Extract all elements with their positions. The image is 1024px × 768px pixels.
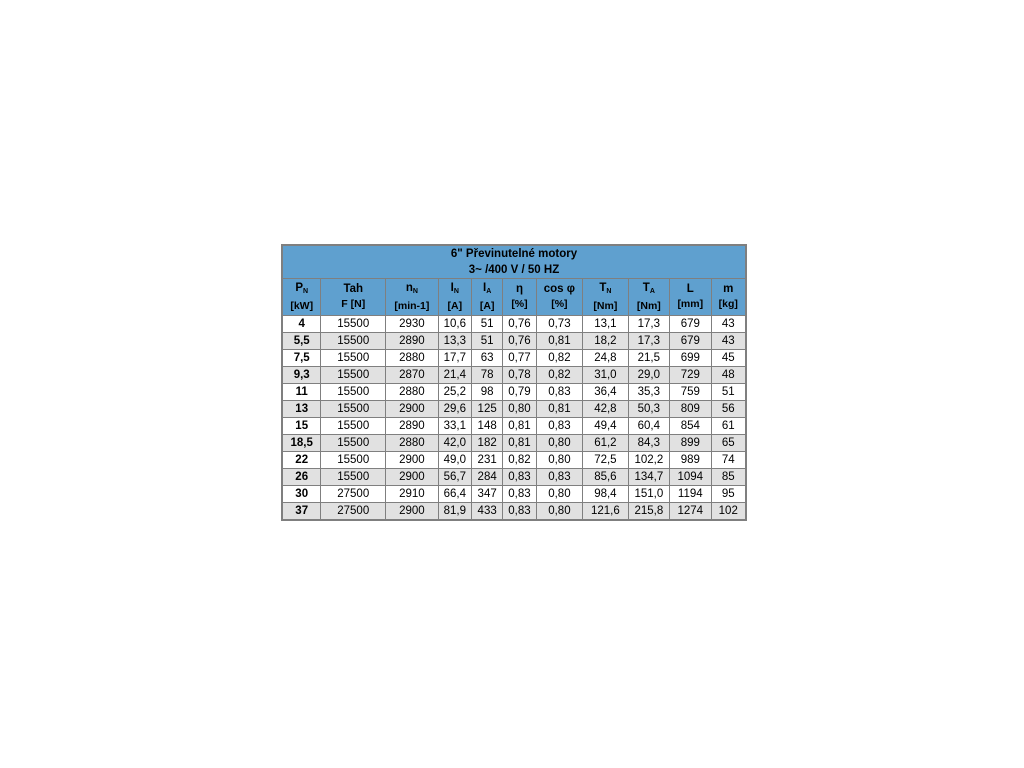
table-cell: 15500 — [321, 435, 386, 452]
table-cell: 35,3 — [628, 384, 669, 401]
table-cell: 2900 — [386, 503, 439, 520]
table-cell: 102 — [711, 503, 746, 520]
table-cell: 63 — [471, 350, 502, 367]
power-cell: 5,5 — [283, 333, 321, 350]
table-cell: 0,80 — [536, 452, 582, 469]
table-cell: 25,2 — [438, 384, 471, 401]
table-cell: 0,81 — [536, 401, 582, 418]
table-cell: 85 — [711, 469, 746, 486]
column-symbol — [439, 281, 471, 299]
column-header — [471, 279, 502, 316]
table-row — [283, 401, 746, 418]
table-cell: 2880 — [386, 384, 439, 401]
table-cell: 759 — [670, 384, 711, 401]
table-cell: 1094 — [670, 469, 711, 486]
table-cell: 10,6 — [438, 316, 471, 333]
column-header — [670, 279, 711, 316]
table-title-line2: 3~ /400 V / 50 HZ — [468, 264, 560, 276]
table-cell: 0,77 — [503, 350, 536, 367]
column-unit: [min-1] — [394, 299, 430, 312]
column-unit: [A] — [447, 299, 463, 312]
table-cell: 679 — [670, 316, 711, 333]
table-cell: 0,80 — [536, 486, 582, 503]
column-symbol — [712, 282, 746, 297]
table-body — [283, 316, 746, 520]
column-unit: [kW] — [290, 299, 314, 312]
table-row — [283, 350, 746, 367]
table-cell: 17,7 — [438, 350, 471, 367]
table-cell: 1274 — [670, 503, 711, 520]
table-cell: 51 — [471, 316, 502, 333]
table-cell: 15500 — [321, 333, 386, 350]
power-cell: 4 — [283, 316, 321, 333]
table-cell: 45 — [711, 350, 746, 367]
table-cell: 65 — [711, 435, 746, 452]
table-cell: 2880 — [386, 435, 439, 452]
table-cell: 18,2 — [583, 333, 628, 350]
table-cell: 60,4 — [628, 418, 669, 435]
table-cell: 61 — [711, 418, 746, 435]
table-cell: 0,81 — [503, 418, 536, 435]
table-cell: 72,5 — [583, 452, 628, 469]
table-cell: 0,83 — [503, 486, 536, 503]
table-cell: 1194 — [670, 486, 711, 503]
table-cell: 29,6 — [438, 401, 471, 418]
table-cell: 854 — [670, 418, 711, 435]
table-cell: 98,4 — [583, 486, 628, 503]
column-header — [386, 279, 439, 316]
table-cell: 15500 — [321, 401, 386, 418]
column-symbol-subscript: A — [486, 287, 492, 295]
table-cell: 31,0 — [583, 367, 628, 384]
column-symbol-text: I — [450, 281, 454, 294]
table-cell: 729 — [670, 367, 711, 384]
table-row — [283, 503, 746, 520]
table-cell: 215,8 — [628, 503, 669, 520]
table-row — [283, 367, 746, 384]
table-cell: 49,4 — [583, 418, 628, 435]
table-cell: 29,0 — [628, 367, 669, 384]
table-title-row — [283, 246, 746, 279]
motor-spec-sheet — [281, 244, 747, 521]
column-header — [536, 279, 582, 316]
table-cell: 0,76 — [503, 333, 536, 350]
column-unit: F [N] — [341, 298, 366, 310]
column-symbol-text: n — [405, 281, 413, 294]
table-cell: 17,3 — [628, 333, 669, 350]
table-cell: 231 — [471, 452, 502, 469]
column-unit: [Nm] — [593, 299, 618, 312]
column-symbol-subscript: N — [606, 287, 612, 295]
table-cell: 27500 — [321, 486, 386, 503]
table-cell: 56,7 — [438, 469, 471, 486]
table-cell: 899 — [670, 435, 711, 452]
table-cell: 0,81 — [503, 435, 536, 452]
table-cell: 679 — [670, 333, 711, 350]
column-symbol — [386, 281, 438, 299]
power-cell: 18,5 — [283, 435, 321, 452]
table-cell: 81,9 — [438, 503, 471, 520]
table-cell: 51 — [471, 333, 502, 350]
table-cell: 0,83 — [503, 503, 536, 520]
table-cell: 0,83 — [536, 418, 582, 435]
table-cell: 0,78 — [503, 367, 536, 384]
table-row — [283, 469, 746, 486]
table-cell: 2880 — [386, 350, 439, 367]
table-row — [283, 452, 746, 469]
power-cell: 26 — [283, 469, 321, 486]
column-header-row — [283, 279, 746, 316]
power-cell: 11 — [283, 384, 321, 401]
column-symbol — [472, 281, 502, 299]
column-unit: [%] — [511, 298, 528, 310]
column-symbol-text: m — [723, 283, 734, 295]
table-cell: 95 — [711, 486, 746, 503]
table-cell: 0,80 — [536, 435, 582, 452]
column-symbol — [583, 281, 627, 299]
table-cell: 0,73 — [536, 316, 582, 333]
column-unit: [mm] — [677, 298, 704, 310]
power-cell: 30 — [283, 486, 321, 503]
table-cell: 51 — [711, 384, 746, 401]
table-cell: 49,0 — [438, 452, 471, 469]
column-symbol-subscript: N — [412, 287, 418, 295]
table-cell: 15500 — [321, 384, 386, 401]
column-symbol-text: L — [686, 283, 694, 295]
table-row — [283, 418, 746, 435]
table-title — [283, 246, 746, 279]
table-cell: 2910 — [386, 486, 439, 503]
table-cell: 182 — [471, 435, 502, 452]
table-cell: 33,1 — [438, 418, 471, 435]
table-cell: 151,0 — [628, 486, 669, 503]
table-cell: 15500 — [321, 452, 386, 469]
table-cell: 15500 — [321, 469, 386, 486]
table-cell: 13,1 — [583, 316, 628, 333]
table-cell: 699 — [670, 350, 711, 367]
table-cell: 78 — [471, 367, 502, 384]
table-cell: 347 — [471, 486, 502, 503]
table-cell: 48 — [711, 367, 746, 384]
column-header — [628, 279, 669, 316]
table-cell: 134,7 — [628, 469, 669, 486]
table-cell: 0,83 — [503, 469, 536, 486]
power-cell: 22 — [283, 452, 321, 469]
table-cell: 61,2 — [583, 435, 628, 452]
table-cell: 42,8 — [583, 401, 628, 418]
table-cell: 24,8 — [583, 350, 628, 367]
column-header — [321, 279, 386, 316]
column-unit: [%] — [551, 298, 568, 310]
table-cell: 2870 — [386, 367, 439, 384]
table-cell: 21,4 — [438, 367, 471, 384]
table-cell: 15500 — [321, 367, 386, 384]
table-cell: 0,79 — [503, 384, 536, 401]
column-symbol — [537, 282, 582, 297]
power-cell: 9,3 — [283, 367, 321, 384]
table-row — [283, 316, 746, 333]
column-unit: [A] — [479, 299, 495, 312]
table-cell: 0,80 — [536, 503, 582, 520]
column-symbol-text: T — [642, 281, 650, 294]
table-cell: 15500 — [321, 350, 386, 367]
table-cell: 27500 — [321, 503, 386, 520]
table-row — [283, 333, 746, 350]
column-symbol-text: η — [515, 283, 523, 295]
table-cell: 84,3 — [628, 435, 669, 452]
table-cell: 43 — [711, 333, 746, 350]
table-cell: 125 — [471, 401, 502, 418]
table-cell: 989 — [670, 452, 711, 469]
table-row — [283, 486, 746, 503]
column-symbol-text: P — [295, 281, 303, 294]
column-symbol-subscript: N — [303, 287, 309, 295]
column-symbol-subscript: A — [649, 287, 655, 295]
table-cell: 148 — [471, 418, 502, 435]
table-cell: 121,6 — [583, 503, 628, 520]
column-header — [283, 279, 321, 316]
table-title-line1: 6" Převinutelné motory — [450, 248, 578, 260]
column-symbol — [283, 281, 320, 299]
table-cell: 74 — [711, 452, 746, 469]
column-symbol-text: cos φ — [543, 283, 576, 295]
table-cell: 17,3 — [628, 316, 669, 333]
column-symbol-text: Tah — [343, 283, 364, 295]
table-cell: 50,3 — [628, 401, 669, 418]
column-unit: [kg] — [718, 298, 738, 310]
column-symbol-subscript: N — [453, 287, 459, 295]
table-cell: 2900 — [386, 452, 439, 469]
table-cell: 98 — [471, 384, 502, 401]
table-cell: 13,3 — [438, 333, 471, 350]
table-cell: 0,76 — [503, 316, 536, 333]
column-header — [503, 279, 536, 316]
table-cell: 809 — [670, 401, 711, 418]
table-cell: 2890 — [386, 418, 439, 435]
column-symbol-text: T — [599, 281, 607, 294]
table-cell: 36,4 — [583, 384, 628, 401]
power-cell: 37 — [283, 503, 321, 520]
power-cell: 7,5 — [283, 350, 321, 367]
column-symbol-text: I — [483, 281, 487, 294]
table-cell: 15500 — [321, 316, 386, 333]
table-cell: 66,4 — [438, 486, 471, 503]
column-unit: [Nm] — [636, 299, 661, 312]
column-header — [438, 279, 471, 316]
table-cell: 43 — [711, 316, 746, 333]
table-cell: 0,83 — [536, 469, 582, 486]
table-cell: 42,0 — [438, 435, 471, 452]
table-cell: 102,2 — [628, 452, 669, 469]
table-row — [283, 435, 746, 452]
motor-spec-table — [282, 245, 746, 520]
column-symbol — [321, 282, 385, 297]
table-cell: 56 — [711, 401, 746, 418]
table-cell: 21,5 — [628, 350, 669, 367]
power-cell: 13 — [283, 401, 321, 418]
table-cell: 0,80 — [503, 401, 536, 418]
table-cell: 15500 — [321, 418, 386, 435]
column-symbol — [503, 282, 535, 297]
table-cell: 85,6 — [583, 469, 628, 486]
table-cell: 433 — [471, 503, 502, 520]
table-cell: 2930 — [386, 316, 439, 333]
table-cell: 2900 — [386, 469, 439, 486]
table-cell: 0,81 — [536, 333, 582, 350]
table-cell: 0,82 — [536, 367, 582, 384]
table-cell: 2890 — [386, 333, 439, 350]
table-cell: 2900 — [386, 401, 439, 418]
table-cell: 0,82 — [536, 350, 582, 367]
table-cell: 284 — [471, 469, 502, 486]
column-symbol — [670, 282, 710, 297]
column-header — [711, 279, 746, 316]
column-header — [583, 279, 628, 316]
table-cell: 0,82 — [503, 452, 536, 469]
column-symbol — [629, 281, 669, 299]
table-cell: 0,83 — [536, 384, 582, 401]
table-row — [283, 384, 746, 401]
power-cell: 15 — [283, 418, 321, 435]
